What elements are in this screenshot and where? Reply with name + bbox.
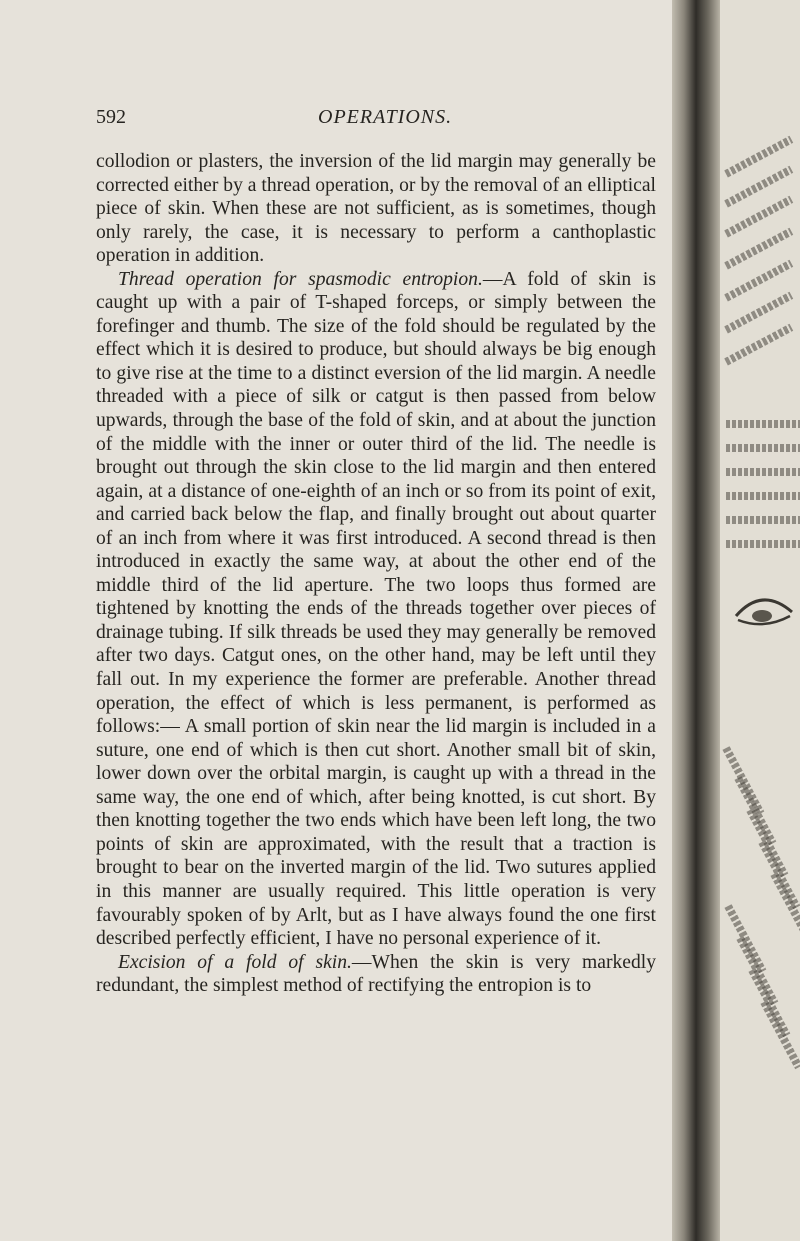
adjacent-page-edge — [720, 0, 800, 1241]
paragraph-intro-text: collodion or plasters, the inversion of the lid margin may generally be corrected either by a thread operation, or by the removal of an elliptical piece of skin. When these are not sufficient, as is sometimes, though only rarely, the case, it is necessary to perform a canthoplastic operation in addition. — [96, 151, 656, 267]
ghost-text-line — [726, 492, 800, 500]
book-gutter-shadow — [672, 0, 720, 1241]
paragraph-intro — [96, 150, 656, 268]
ghost-text-line — [726, 468, 800, 476]
ghost-eye-figure — [732, 582, 796, 638]
paragraph-excision-text: —When the skin is very markedly redundant, the simplest method of rectifying the entropion is to — [96, 951, 656, 997]
page-number: 592 — [96, 106, 126, 128]
section-heading-thread-operation: Thread operation for spasmodic entropion. — [118, 268, 483, 290]
ghost-text-line — [726, 540, 800, 548]
ghost-text-line — [726, 420, 800, 428]
ghost-text-line — [726, 444, 800, 452]
ghost-text-line — [726, 516, 800, 524]
page-header — [96, 106, 656, 136]
running-title: OPERATIONS. — [318, 106, 453, 128]
paragraph-excision — [96, 951, 656, 998]
section-heading-excision: Excision of a fold of skin. — [118, 951, 352, 973]
ghost-text-line — [760, 1000, 800, 1069]
body-text — [96, 150, 656, 998]
paragraph-thread-operation-text: —A fold of skin is caught up with a pair of T-shaped forceps, or simply between the forefinger and thumb. The size of the fold should be regulated by the effect which it is desired to produce, but should always be big enough to give rise at the time to a distinct eversion of the lid margin. A needle threaded with a piece of silk or catgut is then passed from below upwards, through the base of the fold of skin, and at about the junction of the middle with the inner or outer third of the lid. The needle is brought out through the skin close to the lid margin and then entered again, at a distance of one-eighth of an inch or so from its point of exit, and carried back below the flap, and finally brought out about quarter of an inch from where it was first introduced. A second thread is then introduced in exactly the same way, at about the other end of the middle third of the lid aperture. The two loops thus formed are tightened by knotting the ends of the threads together over pieces of drainage tubing. If silk threads be used they may generally be removed after two days. Catgut ones, on the other hand, may be left until they fall out. In my experience the former are preferable. Another thread operation, the effect of which is less permanent, is performed as follows:— A small portion of skin near the lid margin is included in a suture, one end of which is then cut short. Another small bit of skin, lower down over the orbital margin, is caught up with a thread in the same way, the one end of which, after being knotted, is cut short. By then knotting together the two ends which have been left long, the two points of skin are approximated, with the result that a traction is brought to bear on the inverted margin of the lid. Two sutures applied in this manner are usually required. This little operation is very favourably spoken of by Arlt, but as I have always found the one first described perfectly efficient, I have no personal experience of it. — [96, 268, 656, 950]
paragraph-thread-operation — [96, 268, 656, 951]
